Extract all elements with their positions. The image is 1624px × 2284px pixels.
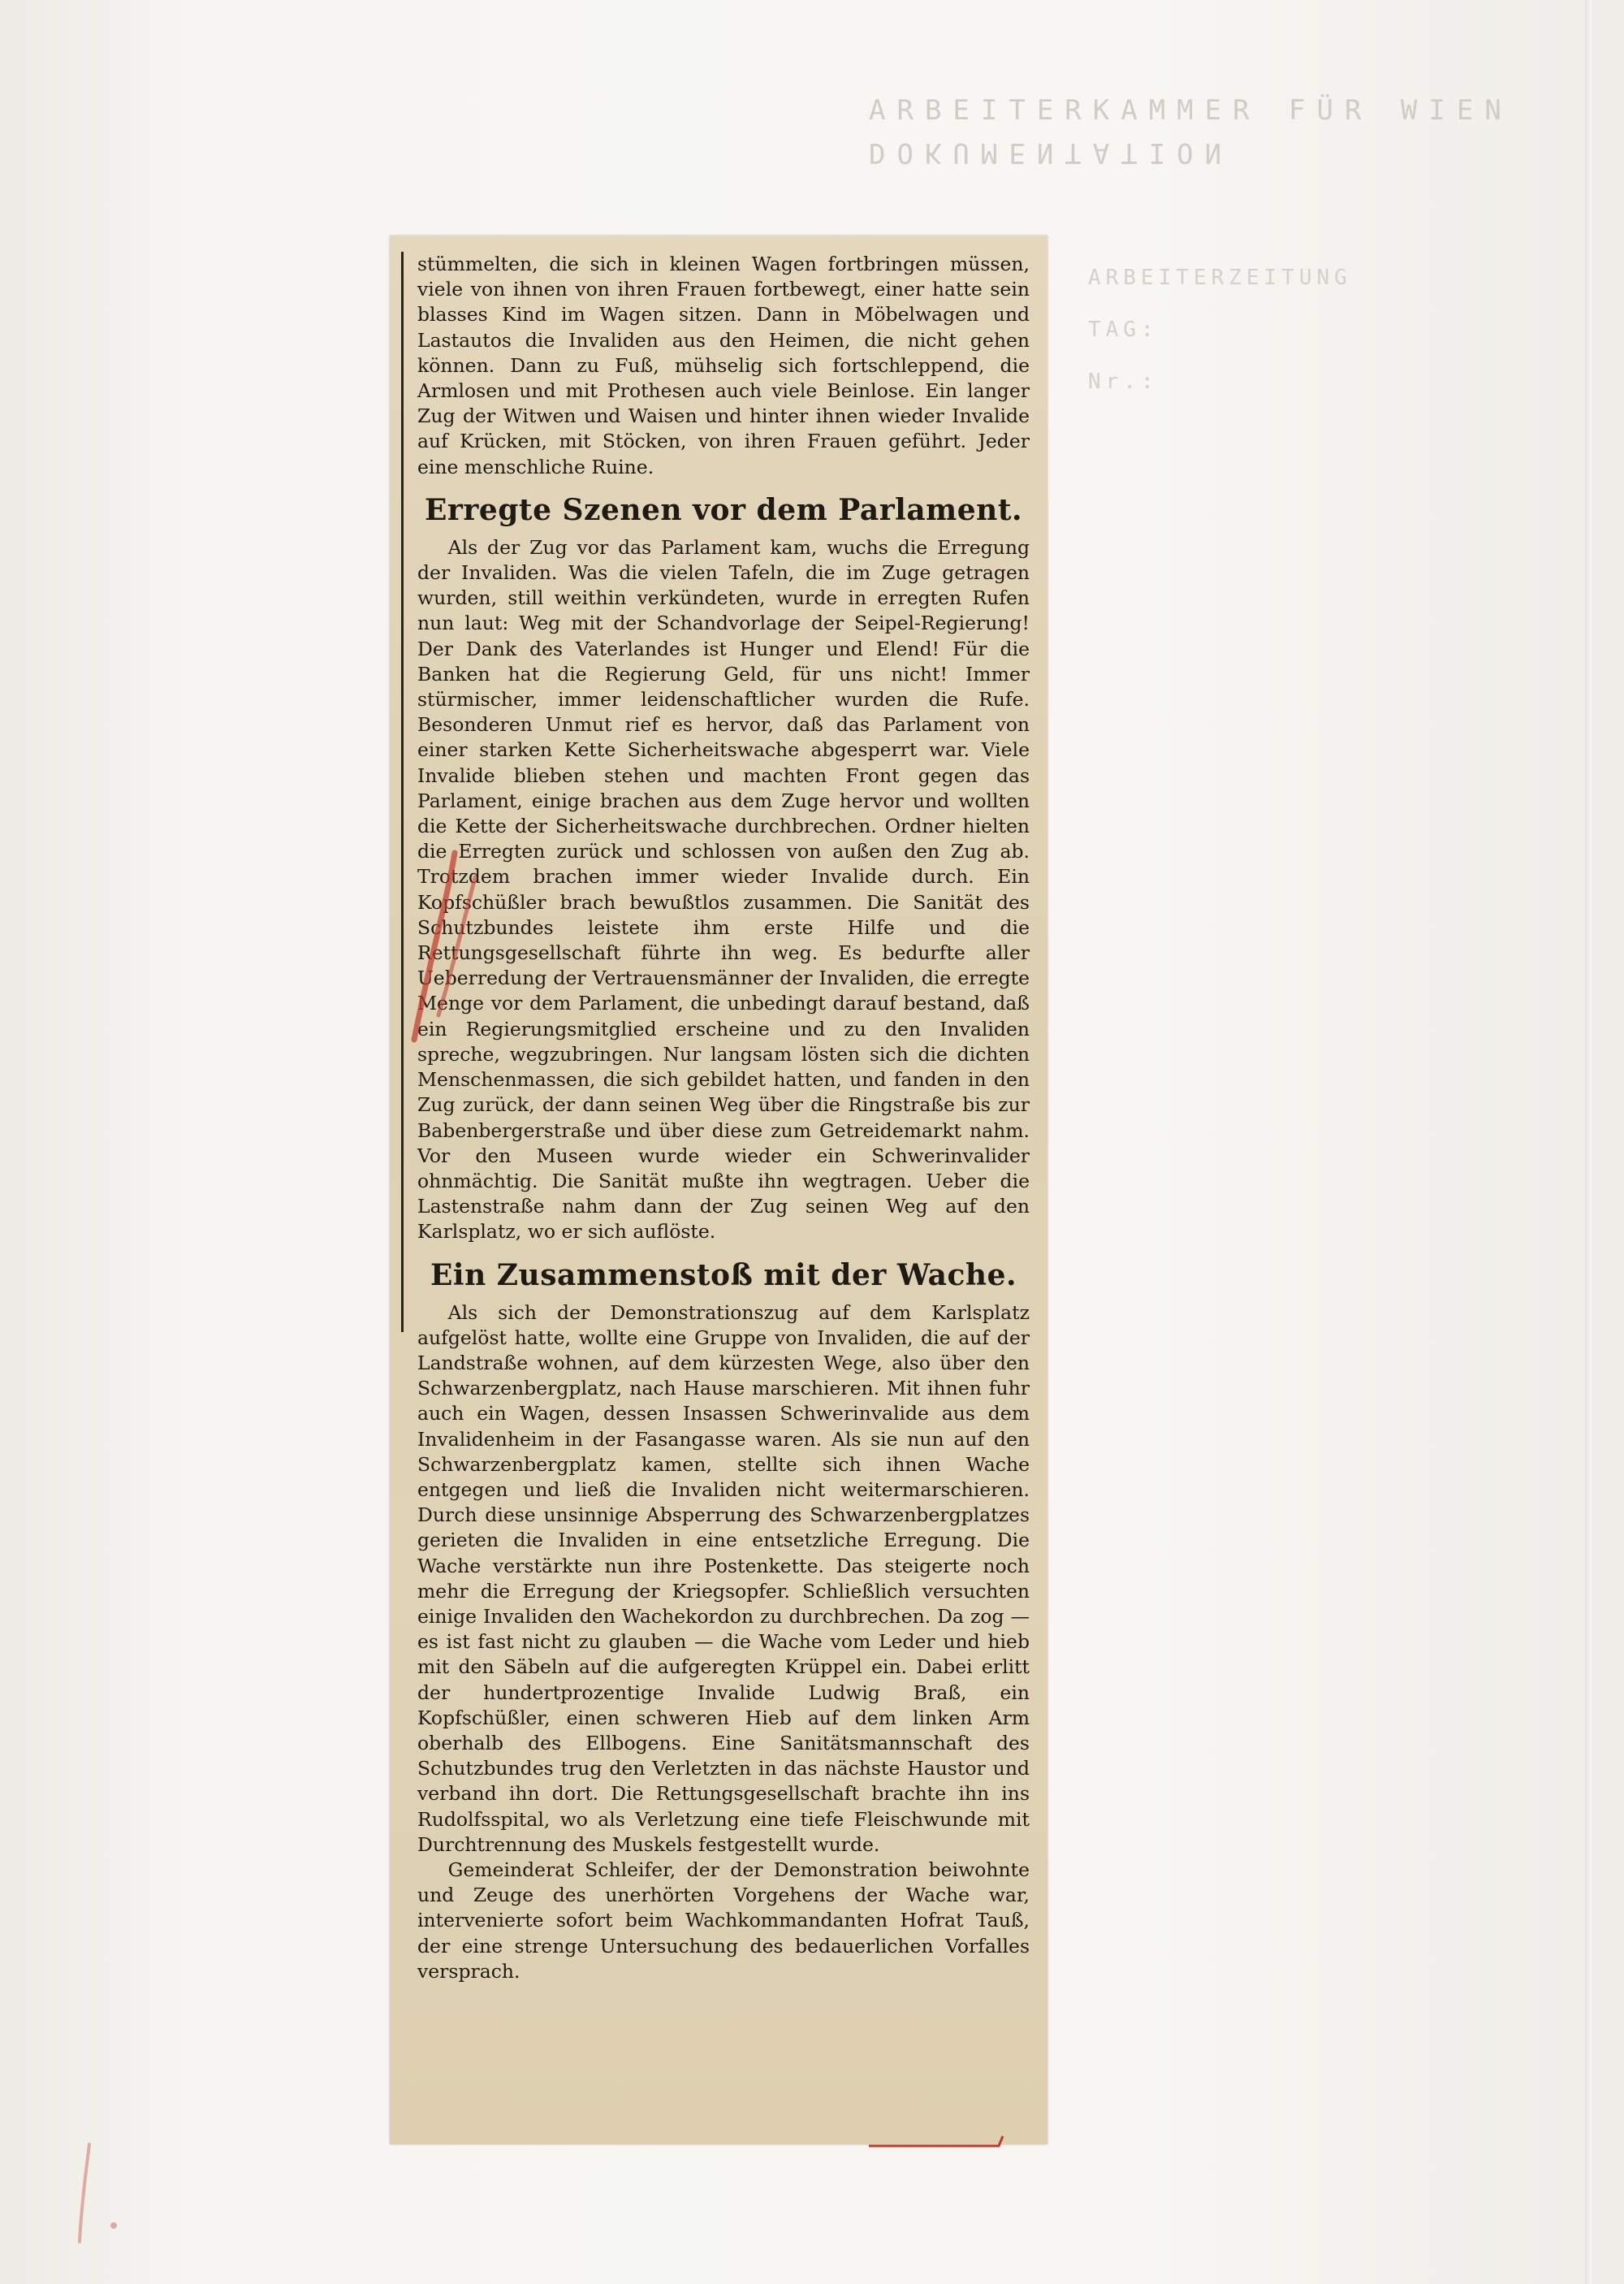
article-paragraph: Als der Zug vor das Parlament kam, wuchs die Erregung der Invaliden. Was die vielen Tafeln, die im Zuge getragen wurden, still weithin verkündeten, wurde in erregten Rufen nun laut: Weg mit der Schandvorlage der Seipel-Regierung! Der Dank des Vaterlandes ist Hunger und Elend! Für die Banken hat die Regierung Geld, für uns nicht! Immer stürmischer, immer leidenschaftlicher wurden die Rufe. Besonderen Unmut rief es hervor, daß das Parlament von einer starken Kette Sicherheitswache abgesperrt war. Viele Invalide blieben stehen und machten Front gegen das Parlament, einige brachen aus dem Zuge hervor und wollten die Kette der Sicherheitswache durchbrechen. Ordner hielten die Erregten zurück und schlossen von außen den Zug ab. Trotzdem brachen immer wieder Invalide durch. Ein Kopfschüßler brach bewußtlos zusammen. Die Sanität des Schutzbundes leistete ihm erste Hilfe und die Rettungsgesellschaft führte ihn weg. Es bedurfte aller Ueberredung der Vertrauensmänner der Invaliden, die erregte Menge vor dem Parlament, die unbedingt darauf bestand, daß ein Regierungsmitglied erscheine und zu den Invaliden spreche, wegzubringen. Nur langsam lösten sich die dichten Menschenmassen, die sich gebildet hatten, und fanden in den Zug zurück, der dann seinen Weg über die Ringstraße bis zur Babenbergerstraße und über diese zum Getreidemarkt nahm. Vor den Museen wurde wieder ein Schwerinvalider ohnmächtig. Die Sanität mußte ihn wegtragen. Ueber die Lastenstraße nahm dann der Zug seinen Weg auf den Karlsplatz, wo er sich auflöste. bbox=[417, 535, 1030, 1244]
margin-pencil-mark bbox=[57, 2128, 130, 2250]
source-stamp-newspaper: ARBEITERZEITUNG bbox=[1088, 266, 1352, 290]
section-heading: Ein Zusammenstoß mit der Wache. bbox=[430, 1257, 1017, 1292]
archive-stamp bbox=[869, 89, 1518, 174]
source-stamp-day: TAG: bbox=[1088, 318, 1159, 342]
red-pencil-mark bbox=[398, 845, 487, 1056]
newspaper-clipping bbox=[390, 236, 1047, 2144]
red-underline-mark bbox=[869, 2135, 1007, 2151]
page-edge bbox=[1585, 0, 1592, 2284]
article-paragraph: stümmelten, die sich in kleinen Wagen fortbringen müssen, viele von ihnen von ihren Frauen fortbewegt, einer hatte sein blasses Kind im Wagen sitzen. Dann in Möbelwagen und Lastautos die Invaliden aus den Heimen, die nicht gehen können. Dann zu Fuß, mühselig sich fortschleppend, die Armlosen und mit Prothesen auch viele Beinlose. Ein langer Zug der Witwen und Waisen und hinter ihnen wieder Invalide auf Krücken, mit Stöcken, von ihren Frauen geführt. Jeder eine menschliche Ruine. bbox=[417, 253, 1030, 478]
section-heading: Erregte Szenen vor dem Parlament. bbox=[424, 492, 1022, 527]
article-paragraph: Gemeinderat Schleifer, der der Demonstration beiwohnte und Zeuge des unerhörten Vorgehens der Wache war, intervenierte sofort beim Wachkommandanten Hofrat Tauß, der eine strenge Untersuchung des bedauerlichen Vorfalles versprach. bbox=[417, 1858, 1030, 1983]
article-paragraph: Als sich der Demonstrationszug auf dem Karlsplatz aufgelöst hatte, wollte eine Gruppe von Invaliden, die auf der Landstraße wohnen, auf dem kürzesten Wege, also über den Schwarzenbergplatz, nach Hause marschieren. Mit ihnen fuhr auch ein Wagen, dessen Insassen Schwerinvalide aus dem Invalidenheim in der Fasangasse waren. Als sie nun auf den Schwarzenbergplatz kamen, stellte sich ihnen Wache entgegen und ließ die Invaliden nicht weitermarschieren. Durch diese unsinnige Absperrung des Schwarzenbergplatzes gerieten die Invaliden in eine entsetzliche Erregung. Die Wache verstärkte nun ihre Postenkette. Das steigerte noch mehr die Erregung der Kriegsopfer. Schließlich versuchten einige Invaliden den Wachekordon zu durchbrechen. Da zog — es ist fast nicht zu glauben — die Wache vom Leder und hieb mit den Säbeln auf die aufgeregten Krüppel ein. Dabei erlitt der hundertprozentige Invalide Ludwig Braß, ein Kopfschüßler, einen schweren Hieb auf dem linken Arm oberhalb des Ellbogens. Eine Sanitätsmannschaft des Schutzbundes trug den Verletzten in das nächste Haustor und verband ihn dort. Die Rettungsgesellschaft brachte ihn ins Rudolfsspital, wo als Verletzung eine tiefe Fleischwunde mit Durchtrennung des Muskels festgestellt wurde. bbox=[417, 1300, 1030, 1856]
stamp-line-2: DOKUMENTATION bbox=[869, 136, 1233, 169]
source-stamp bbox=[1088, 252, 1567, 408]
source-stamp-number: Nr.: bbox=[1088, 370, 1159, 394]
stamp-line-1: ARBEITERKAMMER FÜR WIEN bbox=[869, 94, 1513, 127]
